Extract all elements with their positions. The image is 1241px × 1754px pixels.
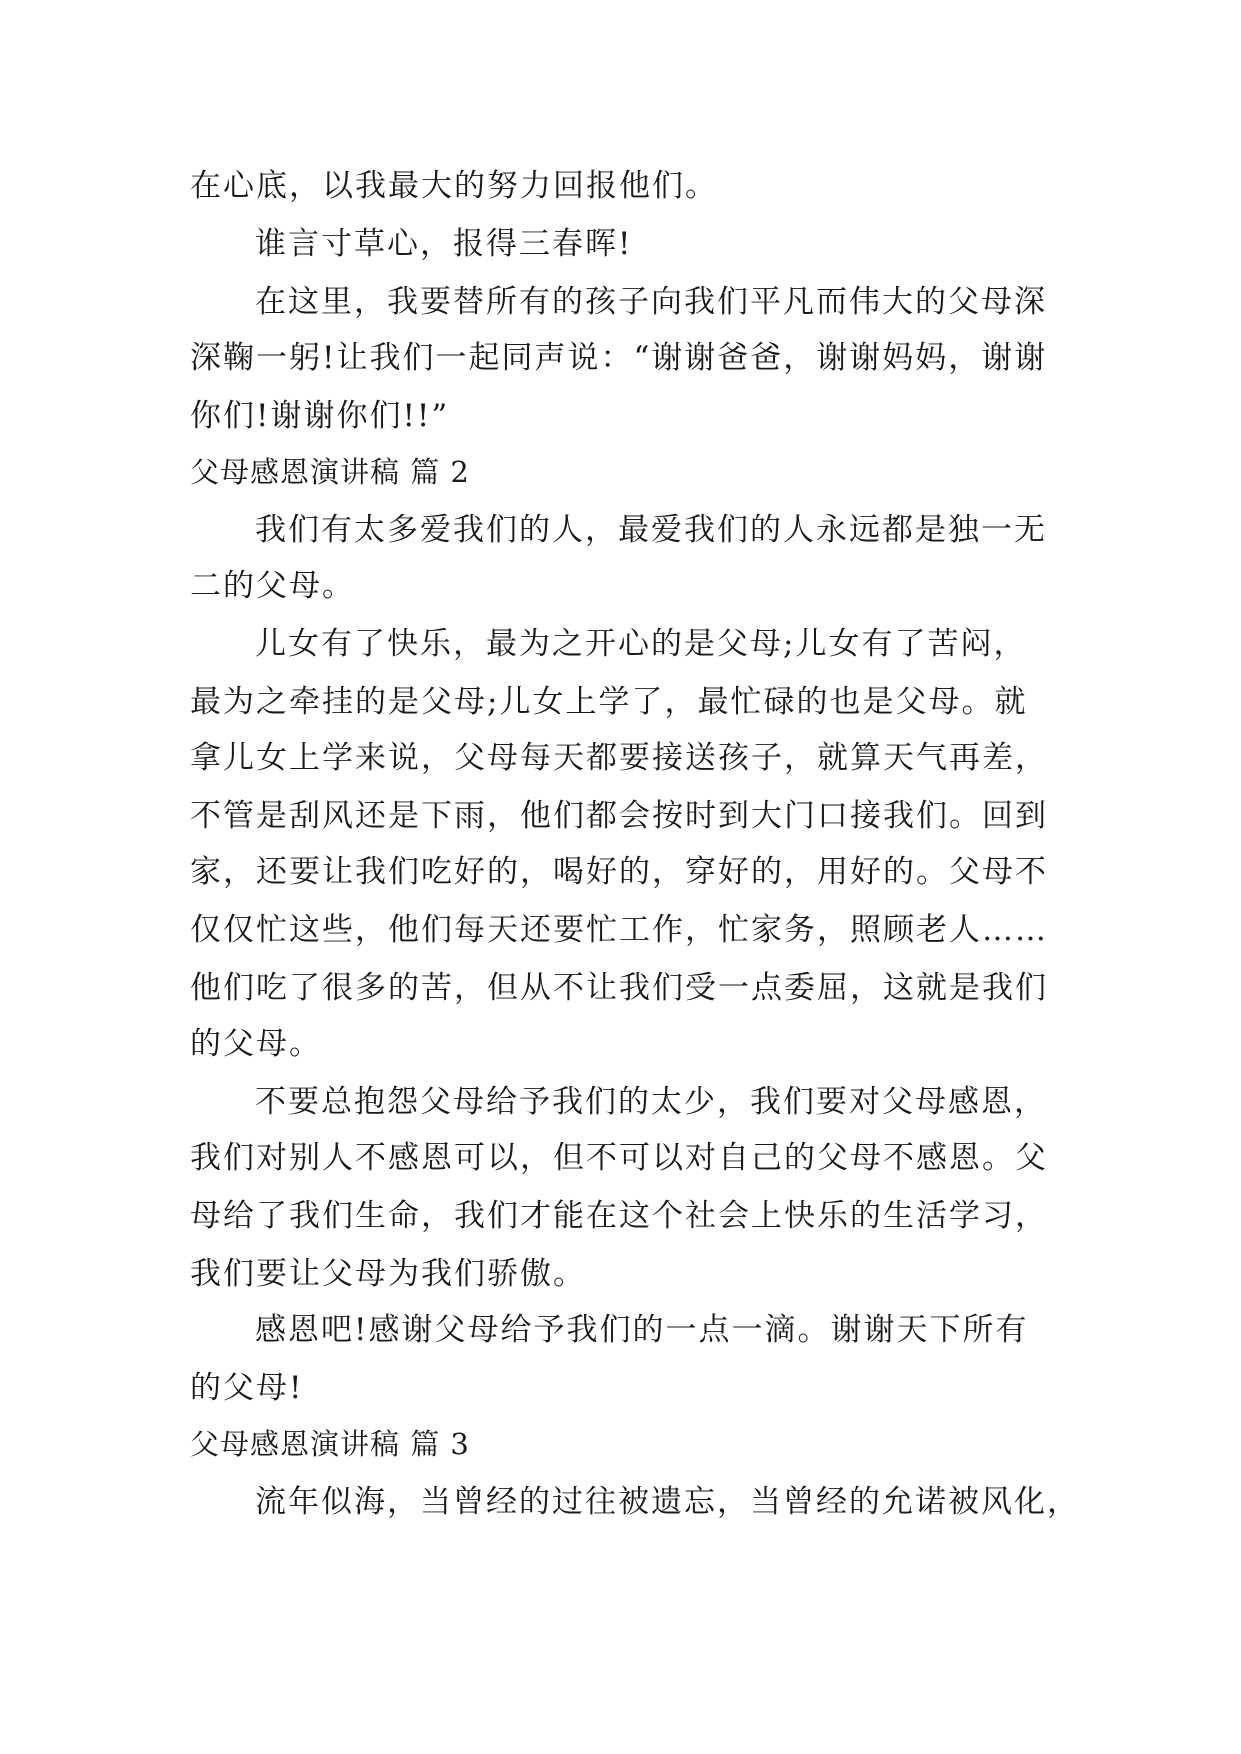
- section-heading: 父母感恩演讲稿 篇 2: [190, 455, 470, 489]
- section-heading: 父母感恩演讲稿 篇 3: [190, 1427, 470, 1461]
- paragraph-line: 儿女有了快乐，最为之开心的是父母;儿女有了苦闷，: [255, 626, 1027, 662]
- paragraph-line: 二的父母。: [190, 568, 355, 604]
- paragraph-line: 母给了我们生命，我们才能在这个社会上快乐的生活学习，: [190, 1198, 1048, 1234]
- paragraph-line: 我们对别人不感恩可以，但不可以对自己的父母不感恩。父: [190, 1140, 1048, 1176]
- paragraph-line: 最为之牵挂的是父母;儿女上学了，最忙碌的也是父母。就: [190, 684, 1028, 720]
- paragraph-line: 流年似海，当曾经的过往被遗忘，当曾经的允诺被风化，: [255, 1484, 1080, 1520]
- paragraph-line: 的父母!: [190, 1370, 304, 1406]
- paragraph-line: 他们吃了很多的苦，但从不让我们受一点委屈，这就是我们: [190, 970, 1048, 1006]
- paragraph-line: 我们要让父母为我们骄傲。: [190, 1256, 586, 1292]
- paragraph-line: 家，还要让我们吃好的，喝好的，穿好的，用好的。父母不: [190, 854, 1048, 890]
- paragraph-line: 感恩吧!感谢父母给予我们的一点一滴。谢谢天下所有: [255, 1312, 1029, 1348]
- paragraph-line: 不管是刮风还是下雨，他们都会按时到大门口接我们。回到: [190, 798, 1048, 834]
- paragraph-line: 拿儿女上学来说，父母每天都要接送孩子，就算天气再差，: [190, 740, 1048, 776]
- paragraph-line: 仅仅忙这些，他们每天还要忙工作，忙家务，照顾老人……: [190, 912, 1048, 948]
- paragraph-line: 的父母。: [190, 1026, 322, 1062]
- paragraph-line: 不要总抱怨父母给予我们的太少，我们要对父母感恩，: [255, 1084, 1047, 1120]
- paragraph-line: 谁言寸草心，报得三春晖!: [255, 226, 633, 262]
- paragraph-line: 你们!谢谢你们!!”: [190, 398, 450, 434]
- paragraph-line: 深鞠一躬!让我们一起同声说：“谢谢爸爸，谢谢妈妈，谢谢: [190, 340, 1048, 376]
- paragraph-line: 在心底，以我最大的努力回报他们。: [190, 168, 718, 204]
- paragraph-line: 我们有太多爱我们的人，最爱我们的人永远都是独一无: [255, 512, 1047, 548]
- paragraph-line: 在这里，我要替所有的孩子向我们平凡而伟大的父母深: [255, 284, 1047, 320]
